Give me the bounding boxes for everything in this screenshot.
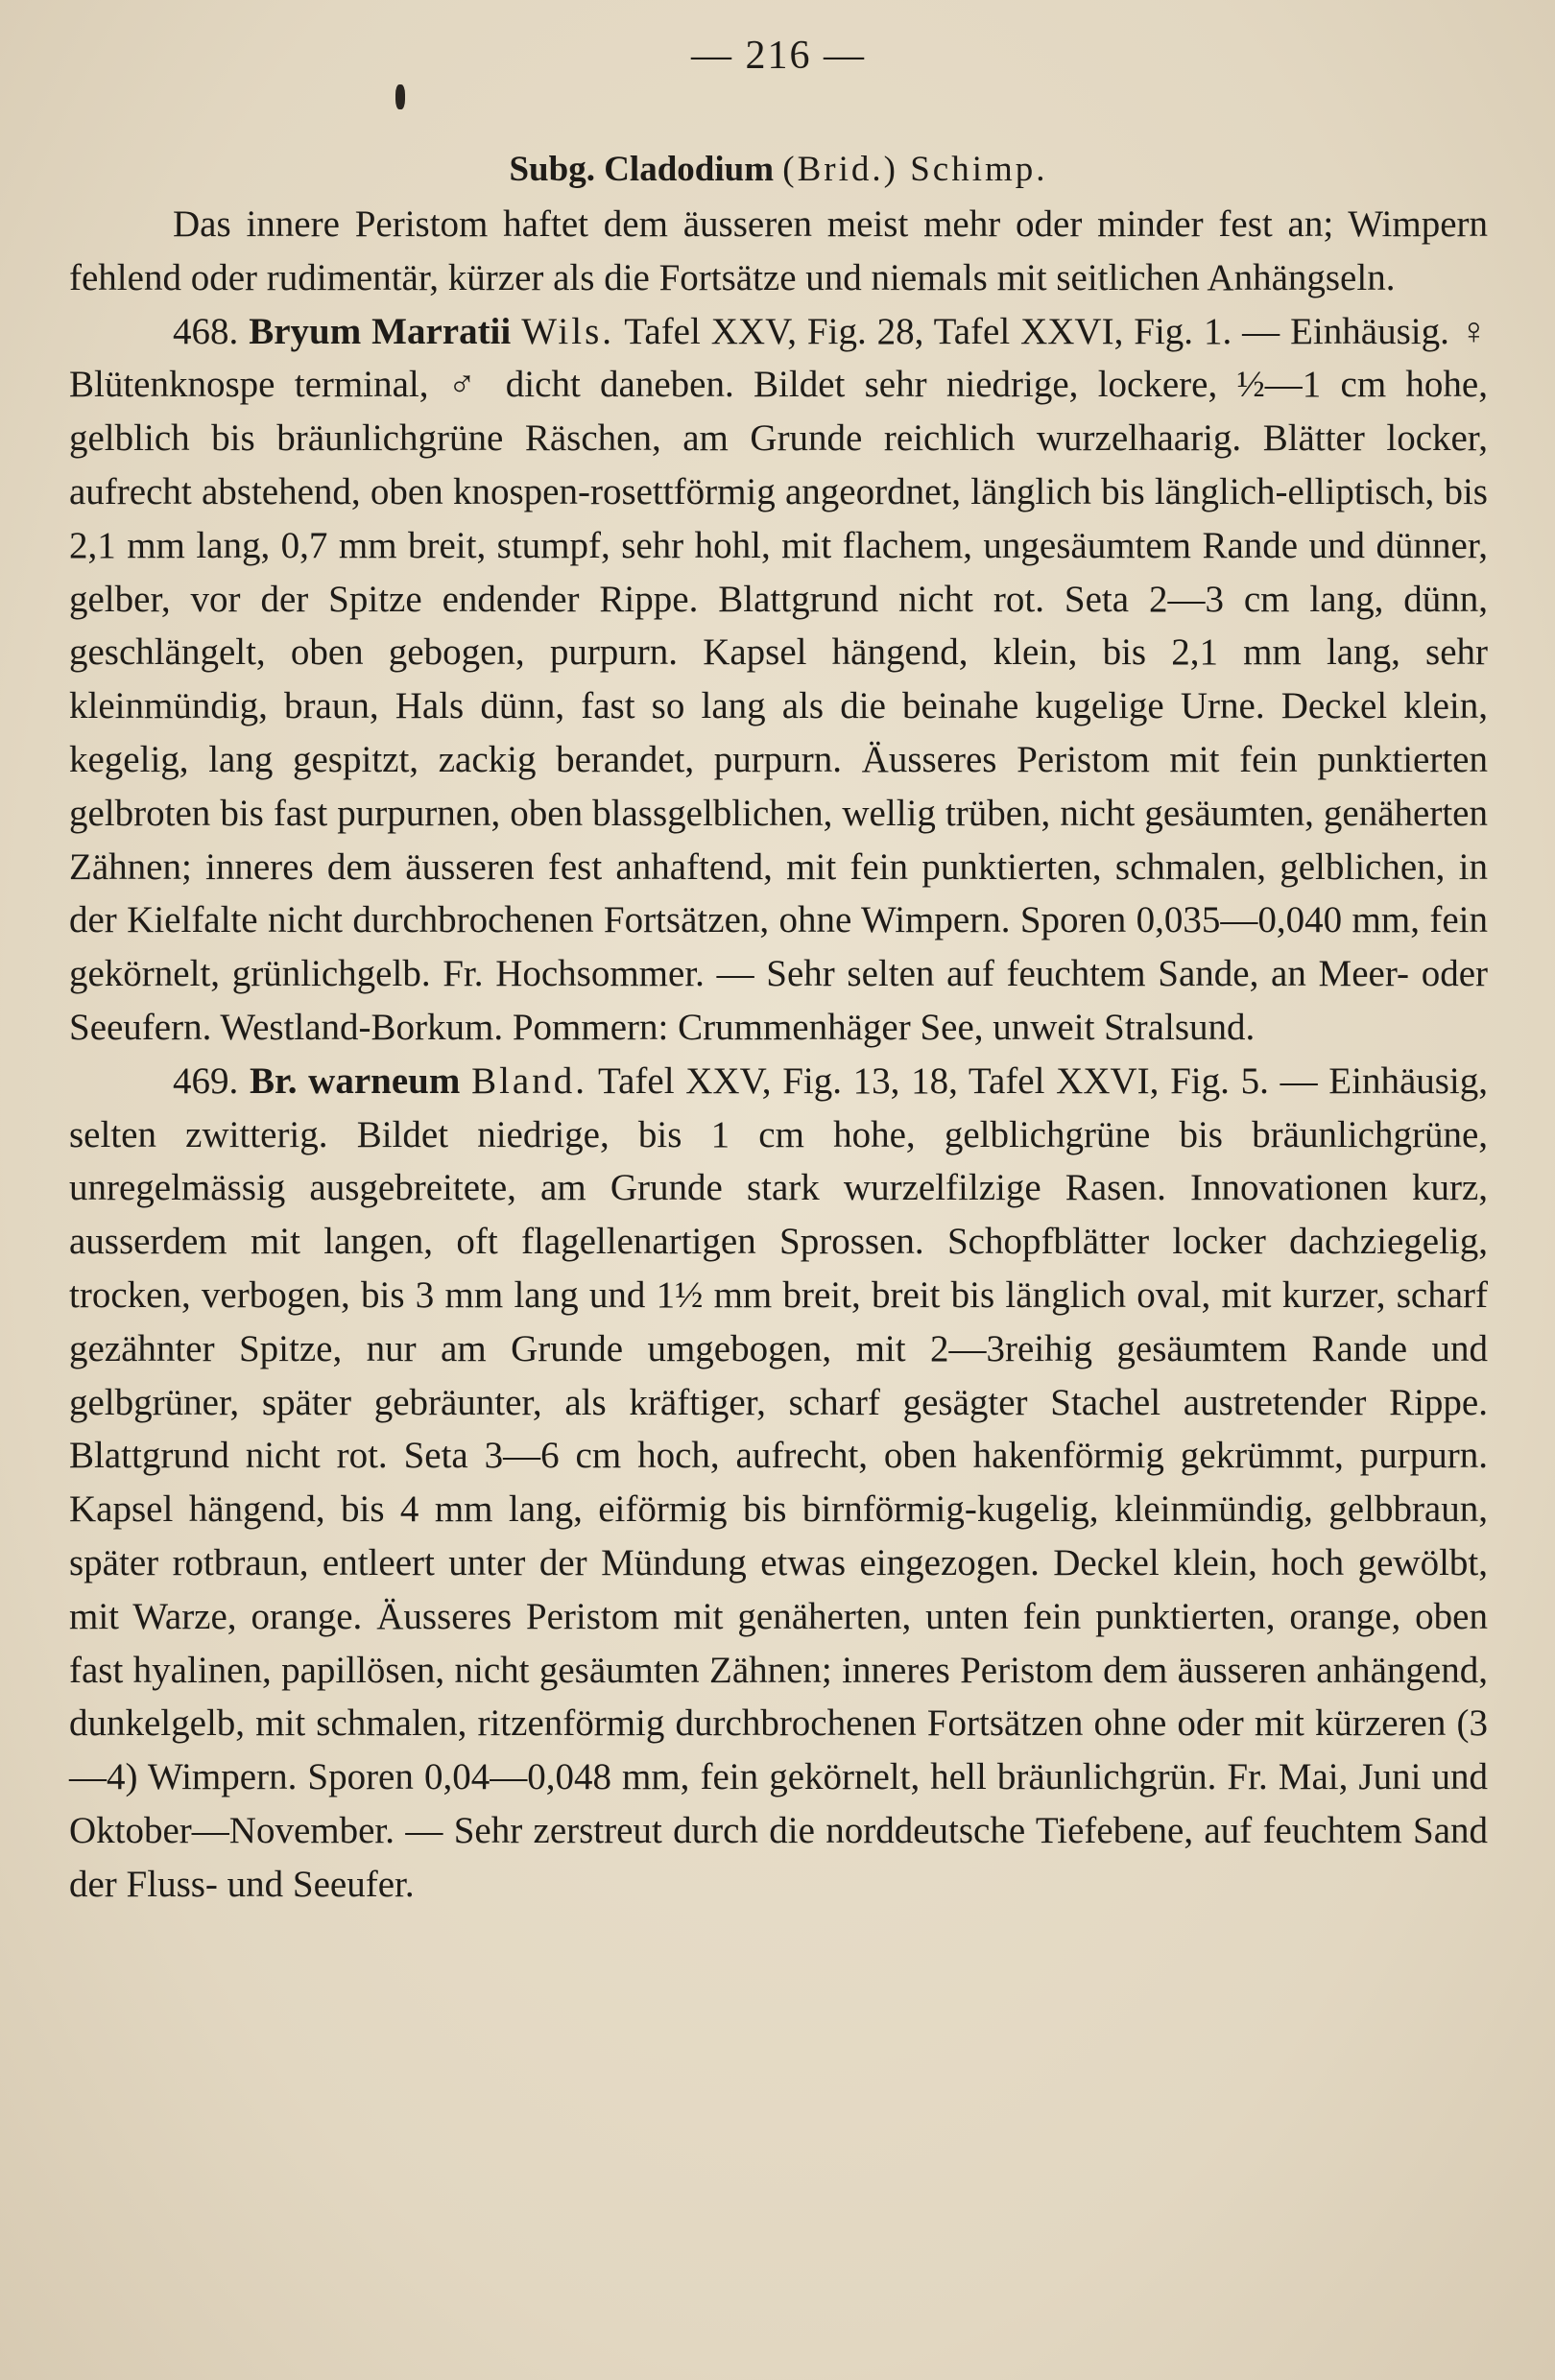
species-number: 469. [173, 1059, 239, 1102]
subgenus-description: Das innere Peristom haftet dem äusseren meist mehr oder minder fest an; Wimpern fehlend oder rudimentär, kürzer als die Fortsätze und niemals mit seitlichen Anhängseln. [69, 203, 1488, 298]
species-description: Tafel XXV, Fig. 13, 18, Tafel XXVI, Fig. 5. — Einhäusig, selten zwitterig. Bildet niedrige, bis 1 cm hohe, gelblichgrüne bis bräunlichgrüne, unregelmässig ausgebreitete, am Grunde stark wurzelfilzige Rasen. Innovationen kurz, ausserdem mit langen, oft flagellenartigen Sprossen. Schopfblätter locker dachziegelig, trocken, verbogen, bis 3 mm lang und 1½ mm breit, breit bis länglich oval, mit kurzer, scharf gezähnter Spitze, nur am Grunde umgebogen, mit 2—3reihig gesäumtem Rande und gelbgrüner, später gebräunter, als kräftiger, scharf gesägter Stachel austretender Rippe. Blattgrund nicht rot. Seta 3—6 cm hoch, aufrecht, oben hakenförmig gekrümmt, purpurn. Kapsel hängend, bis 4 mm lang, eiförmig bis birnförmig-kugelig, kleinmündig, gelbbraun, später rotbraun, entleert unter der Mündung etwas eingezogen. Deckel klein, hoch gewölbt, mit Warze, orange. Äusseres Peristom mit genäherten, unten fein punktierten, orange, oben fast hyalinen, papillösen, nicht gesäumten Zähnen; inneres Peristom dem äusseren anhängend, dunkelgelb, mit schmalen, ritzenförmig durchbrochenen Fortsätzen ohne oder mit kürzeren (3—4) Wimpern. Sporen 0,04—0,048 mm, fein gekörnelt, hell bräunlichgrün. Fr. Mai, Juni und Oktober—November. — Sehr zerstreut durch die norddeutsche Tiefebene, auf feuchtem Sand der Fluss- und Seeufer. [69, 1059, 1489, 1905]
ink-blot [395, 84, 405, 109]
subgenus-heading [69, 144, 1488, 196]
species-number: 468. [173, 310, 239, 352]
species-author: Wils. [521, 310, 615, 352]
subgenus-author: (Brid.) Schimp. [782, 150, 1048, 189]
page-number: — 216 — [691, 34, 866, 78]
species-author: Bland. [471, 1059, 587, 1102]
species-name: Bryum Marratii [249, 310, 512, 352]
species-description: Tafel XXV, Fig. 28, Tafel XXVI, Fig. 1. — Einhäusig. ♀ Blütenknospe terminal, ♂ dicht daneben. Bildet sehr niedrige, lockere, ½—1 cm hohe, gelblich bis bräunlichgrüne Räschen, am Grunde reichlich wurzelhaarig. Blätter locker, aufrecht abstehend, oben knospen-rosettförmig angeordnet, länglich bis länglich-elliptisch, bis 2,1 mm lang, 0,7 mm breit, stumpf, sehr hohl, mit flachem, ungesäumtem Rande und dünner, gelber, vor der Spitze endender Rippe. Blattgrund nicht rot. Seta 2—3 cm lang, dünn, geschlängelt, oben gebogen, purpurn. Kapsel hängend, klein, bis 2,1 mm lang, sehr kleinmündig, braun, Hals dünn, fast so lang als die beinahe kugelige Urne. Deckel klein, kegelig, lang gespitzt, zackig berandet, purpurn. Äusseres Peristom mit fein punktierten gelbroten bis fast purpurnen, oben blassgelblichen, wellig trüben, nicht gesäumten, genäherten Zähnen; inneres dem äusseren fest anhaftend, mit fein punktierten, schmalen, gelblichen, in der Kielfalte nicht durchbrochenen Fortsätzen, ohne Wimpern. Sporen 0,035—0,040 mm, fein gekörnelt, grünlichgelb. Fr. Hochsommer. — Sehr selten auf feuchtem Sande, an Meer- oder Seeufern. Westland-Borkum. Pommern: Crummenhäger See, unweit Stralsund. [69, 310, 1489, 1048]
subgenus-name: Subg. Cladodium [509, 150, 775, 189]
species-name: Br. warneum [249, 1059, 461, 1102]
species-entry-469 [69, 1055, 1488, 1912]
species-entry-468 [69, 305, 1488, 1055]
